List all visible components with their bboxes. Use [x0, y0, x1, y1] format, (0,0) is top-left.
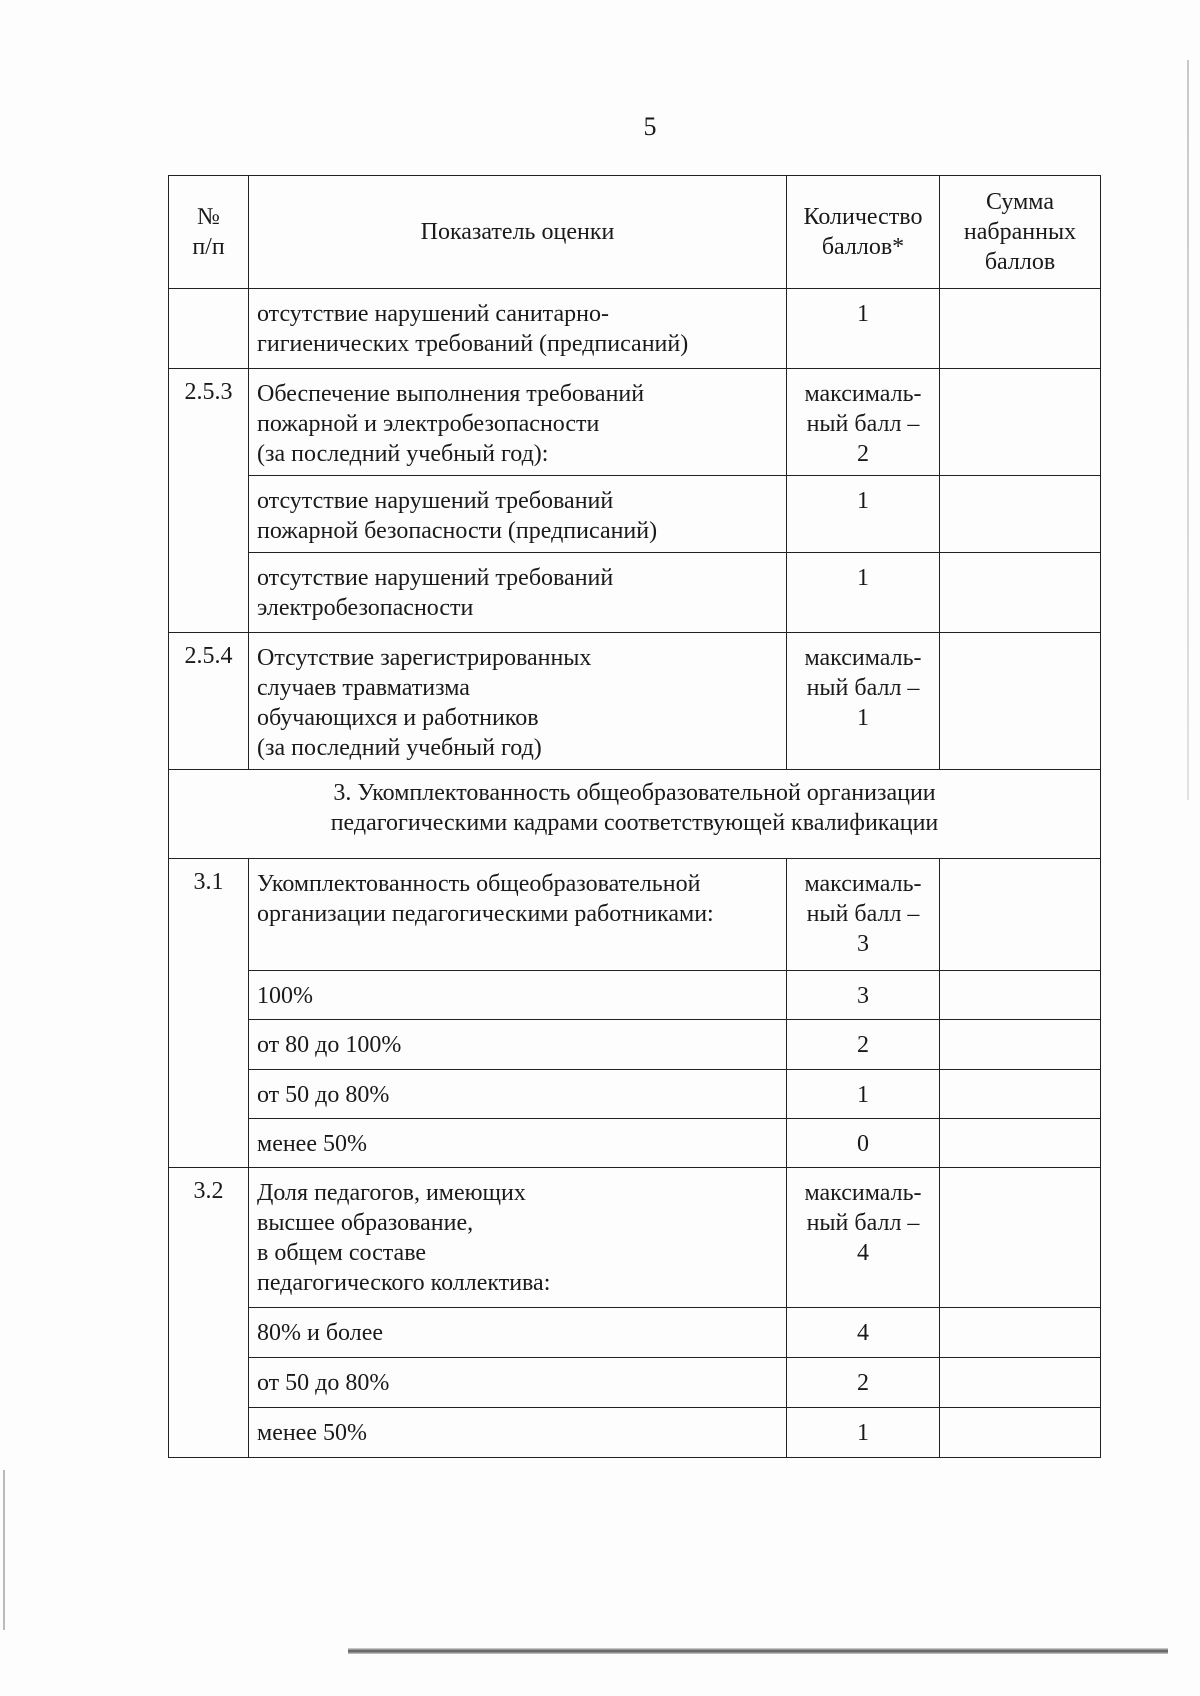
evaluation-table: [168, 175, 1101, 1458]
row-sum: [940, 476, 1101, 553]
row-sum: [940, 1358, 1101, 1408]
header-points: Количество баллов*: [787, 176, 940, 289]
table-row: [169, 1358, 1101, 1408]
row-indicator: менее 50%: [249, 1119, 787, 1168]
row-sum: [940, 859, 1101, 971]
row-points: 1: [787, 1070, 940, 1119]
row-points: максималь- ный балл – 2: [787, 369, 940, 476]
row-points: 0: [787, 1119, 940, 1168]
row-points: максималь- ный балл – 1: [787, 633, 940, 770]
row-sum: [940, 971, 1101, 1020]
table-row: [169, 1408, 1101, 1458]
row-indicator: Доля педагогов, имеющих высшее образование, в общем составе педагогического коллектива:: [249, 1168, 787, 1308]
table-row: [169, 971, 1101, 1020]
row-sum: [940, 553, 1101, 633]
row-points: 2: [787, 1358, 940, 1408]
table-row: [169, 553, 1101, 633]
row-points: 1: [787, 553, 940, 633]
row-sum: [940, 1020, 1101, 1070]
row-points: максималь- ный балл – 3: [787, 859, 940, 971]
row-points: 3: [787, 971, 940, 1020]
row-num: [169, 289, 249, 369]
scan-edge-right: [1187, 60, 1189, 800]
row-indicator: отсутствие нарушений санитарно- гигиенических требований (предписаний): [249, 289, 787, 369]
table-row: [169, 1119, 1101, 1168]
page-number: 5: [643, 112, 657, 141]
scan-edge-left: [3, 1470, 5, 1630]
row-sum: [940, 369, 1101, 476]
section-heading: 3. Укомплектованность общеобразовательной организации педагогическими кадрами соответствующей квалификации: [169, 770, 1101, 859]
row-indicator: от 50 до 80%: [249, 1358, 787, 1408]
header-num: № п/п: [169, 176, 249, 289]
row-sum: [940, 1070, 1101, 1119]
row-points: максималь- ный балл – 4: [787, 1168, 940, 1308]
table-row: [169, 1308, 1101, 1358]
row-sum: [940, 633, 1101, 770]
row-num: 3.2: [169, 1168, 249, 1458]
row-indicator: 80% и более: [249, 1308, 787, 1358]
scan-bottom-edge: [348, 1648, 1168, 1654]
row-sum: [940, 289, 1101, 369]
table-header-row: [169, 176, 1101, 289]
row-indicator: 100%: [249, 971, 787, 1020]
row-indicator: отсутствие нарушений требований электробезопасности: [249, 553, 787, 633]
table-row: [169, 633, 1101, 770]
row-points: 2: [787, 1020, 940, 1070]
row-num: 2.5.4: [169, 633, 249, 770]
table-row: [169, 369, 1101, 476]
table-row: [169, 859, 1101, 971]
table-row: [169, 289, 1101, 369]
row-num: 2.5.3: [169, 369, 249, 633]
row-points: 1: [787, 476, 940, 553]
row-sum: [940, 1168, 1101, 1308]
header-indicator: Показатель оценки: [249, 176, 787, 289]
row-indicator: Отсутствие зарегистрированных случаев травматизма обучающихся и работников (за последний учебный год): [249, 633, 787, 770]
table-row: [169, 1020, 1101, 1070]
row-num: 3.1: [169, 859, 249, 1168]
row-indicator: отсутствие нарушений требований пожарной безопасности (предписаний): [249, 476, 787, 553]
table-row: [169, 1168, 1101, 1308]
row-sum: [940, 1308, 1101, 1358]
row-sum: [940, 1408, 1101, 1458]
row-indicator: менее 50%: [249, 1408, 787, 1458]
row-points: 1: [787, 1408, 940, 1458]
row-indicator: от 50 до 80%: [249, 1070, 787, 1119]
row-indicator: Обеспечение выполнения требований пожарной и электробезопасности (за последний учебный год):: [249, 369, 787, 476]
section-row: [169, 770, 1101, 859]
table-row: [169, 476, 1101, 553]
row-points: 1: [787, 289, 940, 369]
row-sum: [940, 1119, 1101, 1168]
header-sum: Сумма набранных баллов: [940, 176, 1101, 289]
table-row: [169, 1070, 1101, 1119]
row-points: 4: [787, 1308, 940, 1358]
row-indicator: от 80 до 100%: [249, 1020, 787, 1070]
row-indicator: Укомплектованность общеобразовательной организации педагогическими работниками:: [249, 859, 787, 971]
